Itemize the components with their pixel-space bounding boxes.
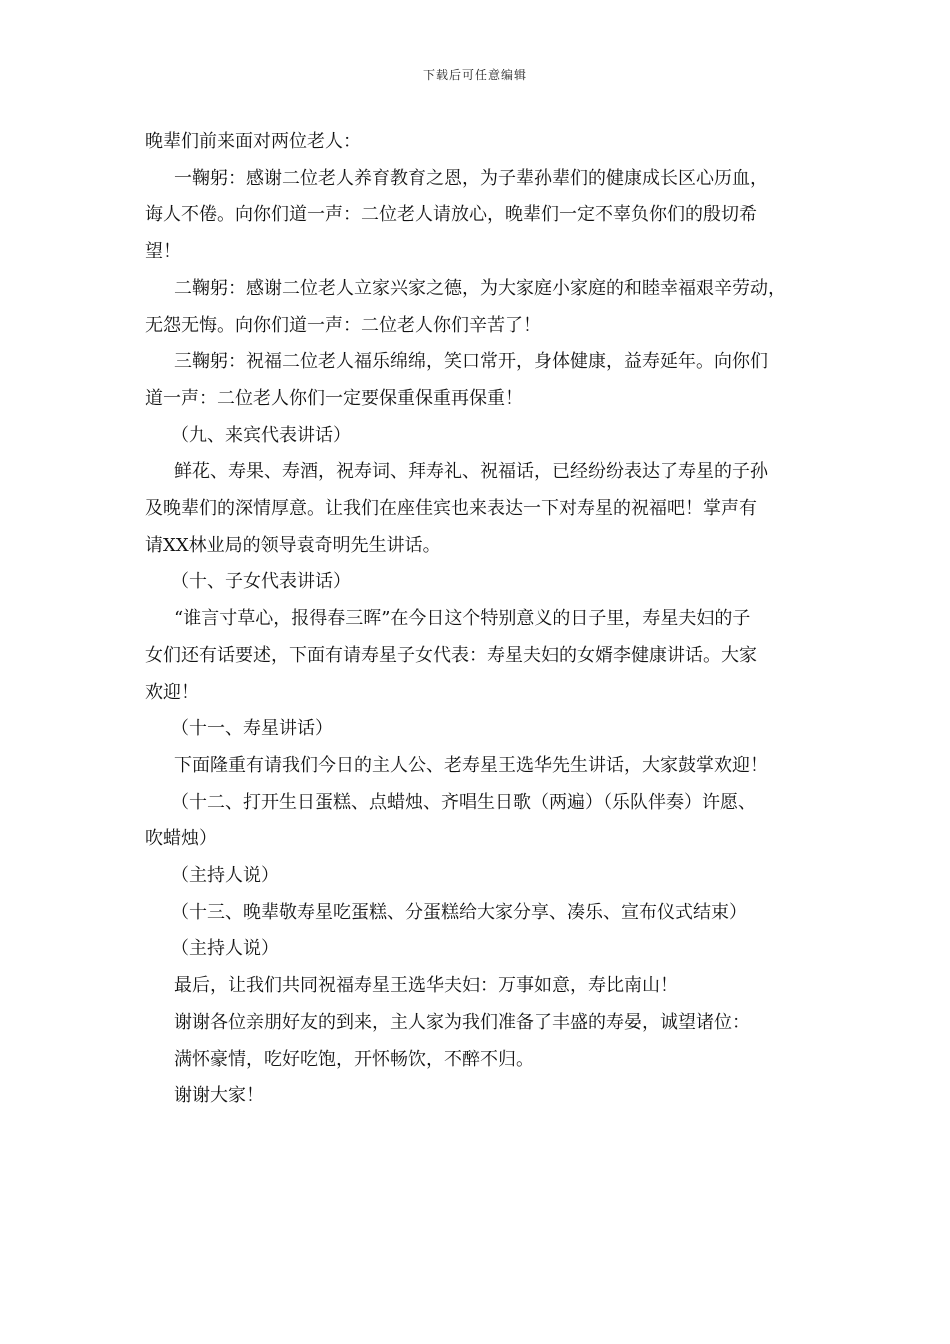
paragraph-line: 鲜花、寿果、寿酒，祝寿词、拜寿礼、祝福话，已经纷纷表达了寿星的子孙 [174, 461, 768, 483]
paragraph-line: 一鞠躬：感谢二位老人养育教育之恩，为子辈孙辈们的健康成长区心历血， [174, 167, 768, 189]
paragraph-line: 女们还有话要述，下面有请寿星子女代表：寿星夫妇的女婿李健康讲话。大家 [145, 644, 757, 666]
section-heading: （九、来宾代表讲话） [171, 424, 351, 446]
section-heading: （主持人说） [171, 865, 279, 887]
paragraph-line: 下面隆重有请我们今日的主人公、老寿星王选华先生讲话，大家鼓掌欢迎！ [174, 754, 768, 776]
document-body [145, 124, 825, 1115]
paragraph-line: “谁言寸草心，报得春三晖”在今日这个特别意义的日子里，寿星夫妇的子 [174, 608, 751, 630]
paragraph-line: 请XX林业局的领导袁奇明先生讲话。 [145, 534, 441, 556]
paragraph-line: 谢谢各位亲朋好友的到来，主人家为我们准备了丰盛的寿晏，诚望诸位： [174, 1011, 750, 1033]
paragraph-line: 欢迎！ [145, 681, 199, 703]
section-heading: （主持人说） [171, 938, 279, 960]
paragraph-line: 无怨无悔。向你们道一声：二位老人你们辛苦了！ [145, 314, 541, 336]
paragraph-line: 满怀豪情，吃好吃饱，开怀畅饮，不醉不归。 [174, 1048, 534, 1070]
paragraph-line: 最后，让我们共同祝福寿星王选华夫妇：万事如意，寿比南山！ [174, 975, 678, 997]
paragraph-line: 望！ [145, 241, 181, 263]
section-heading: （十三、晚辈敬寿星吃蛋糕、分蛋糕给大家分享、凑乐、宣布仪式结束） [171, 901, 747, 923]
paragraph-line: 谢谢大家！ [174, 1085, 264, 1107]
section-heading: （十一、寿星讲话） [171, 718, 333, 740]
paragraph-line: 及晚辈们的深情厚意。让我们在座佳宾也来表达一下对寿星的祝福吧！掌声有 [145, 498, 757, 520]
section-heading: （十二、打开生日蛋糕、点蜡烛、齐唱生日歌（两遍）（乐队伴奏）许愿、 [171, 791, 756, 813]
page-header: 下载后可任意编辑 [422, 68, 527, 82]
paragraph-line: 二鞠躬：感谢二位老人立家兴家之德，为大家庭小家庭的和睦幸福艰辛劳动， [174, 277, 786, 299]
paragraph-line: 三鞠躬：祝福二位老人福乐绵绵，笑口常开，身体健康，益寿延年。向你们 [174, 351, 768, 373]
paragraph-line: 诲人不倦。向你们道一声：二位老人请放心，晚辈们一定不辜负你们的殷切希 [145, 204, 757, 226]
paragraph-line: 吹蜡烛） [145, 828, 217, 850]
paragraph-line: 道一声：二位老人你们一定要保重保重再保重！ [145, 387, 523, 409]
section-heading: （十、子女代表讲话） [171, 571, 351, 593]
paragraph-line: 晚辈们前来面对两位老人： [145, 131, 361, 152]
